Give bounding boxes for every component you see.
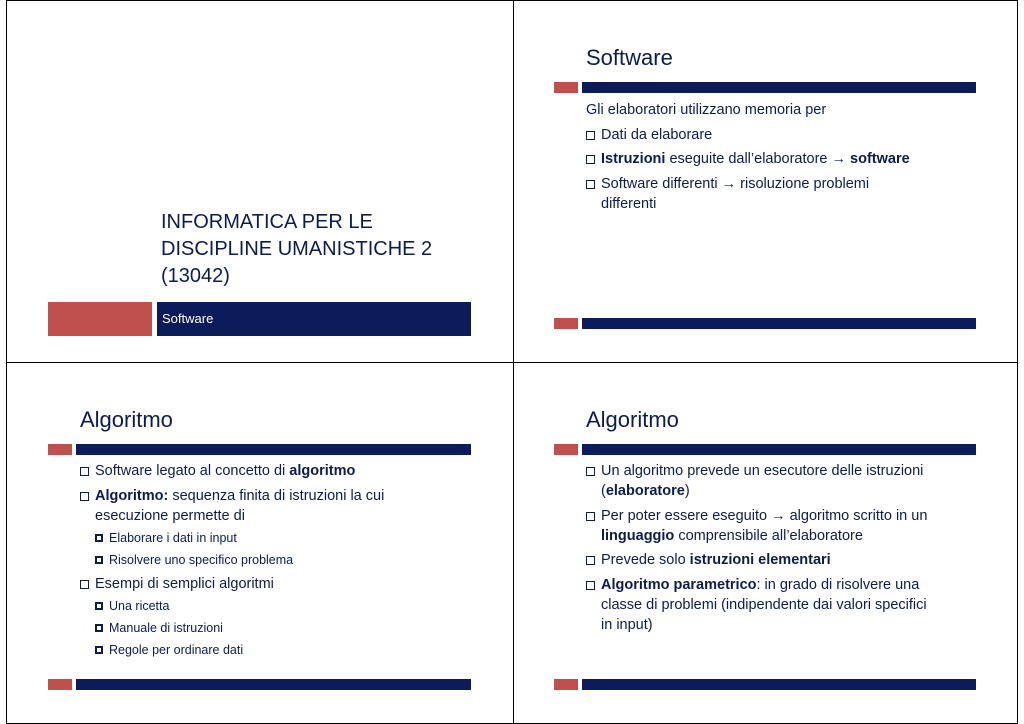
slide-cover (6, 0, 514, 363)
list-item (586, 461, 1006, 501)
slide-software (513, 0, 1018, 363)
bold-text: linguaggio (601, 527, 675, 544)
footer-navy-bar (76, 679, 471, 690)
sub-list (95, 530, 490, 569)
cover-title-line-2: DISCIPLINE UMANISTICHE 2 (161, 238, 433, 260)
list-item-text: esecuzione permette di (95, 507, 245, 524)
title-navy-bar (582, 82, 976, 93)
list-item (586, 174, 986, 214)
list-item-text: : in grado di risolvere una (756, 576, 920, 593)
title-red-bar (554, 444, 578, 455)
sub-list (95, 598, 490, 659)
list-item-text: Software legato al concetto di (95, 463, 290, 479)
title-navy-bar (76, 444, 471, 455)
list-item-text: comprensibile all’elaboratore (674, 527, 863, 544)
cover-title (161, 209, 461, 290)
cover-subtitle: Software (162, 311, 214, 326)
bold-text: software (850, 151, 910, 167)
list-item-text: differenti (601, 195, 657, 212)
sub-list-item: Risolvere uno specifico problema (95, 552, 490, 569)
list-item-text: eseguite dall’elaboratore → (665, 151, 851, 167)
list-item-text: Un algoritmo prevede un esecutore delle istruzioni (601, 463, 924, 479)
bold-text: Algoritmo: (95, 487, 169, 504)
sub-list-item: Regole per ordinare dati (95, 642, 490, 659)
footer-navy-bar (582, 318, 976, 329)
list-item-text: Dati da elaborare (601, 126, 713, 143)
title-red-bar (554, 82, 578, 93)
bold-text: algoritmo (289, 463, 356, 479)
footer-navy-bar (582, 679, 976, 690)
sub-list-item: Una ricetta (95, 598, 490, 615)
bullet-list (586, 100, 986, 218)
list-item-text: Prevede solo (601, 552, 690, 568)
bullet-list (80, 461, 490, 664)
list-item (586, 149, 986, 169)
slide-title: Algoritmo (80, 407, 173, 432)
list-item (80, 461, 490, 481)
slide-algoritmo-2 (513, 362, 1018, 724)
bullet-list (586, 461, 1006, 639)
footer-red-bar (48, 679, 72, 690)
list-item (586, 575, 1006, 635)
title-red-bar (48, 444, 72, 455)
slide-algoritmo-1 (6, 362, 514, 724)
list-item (586, 506, 1006, 546)
cover-title-line-1: INFORMATICA PER LE (161, 211, 373, 233)
cover-red-bar (48, 302, 152, 336)
footer-red-bar (554, 679, 578, 690)
list-item-text: in input) (601, 616, 653, 633)
list-item (586, 550, 1006, 570)
cover-title-line-3: (13042) (161, 265, 230, 287)
list-item-text: Gli elaboratori utilizzano memoria per (586, 102, 827, 118)
bold-text: elaboratore (605, 483, 685, 499)
title-navy-bar (582, 444, 976, 455)
sub-list-item: Manuale di istruzioni (95, 620, 490, 637)
list-item-text: Per poter essere eseguito → algoritmo scritto in un (601, 507, 928, 524)
list-item (586, 125, 986, 145)
list-item-text: sequenza finita di istruzioni la cui (168, 487, 385, 504)
list-item (80, 574, 490, 659)
list-item-text: ( (601, 483, 606, 499)
bold-text: Algoritmo parametrico (601, 576, 757, 593)
bold-text: Istruzioni (601, 151, 666, 167)
bold-text: istruzioni elementari (689, 552, 831, 568)
list-item-text: Software differenti → risoluzione problemi (601, 175, 870, 192)
footer-red-bar (554, 318, 578, 329)
list-item-text: classe di problemi (indipendente dai valori specifici (601, 596, 927, 613)
slide-title: Algoritmo (586, 407, 679, 432)
slide-title: Software (586, 45, 673, 70)
list-item-text: ) (684, 483, 690, 499)
list-item-text: Esempi di semplici algoritmi (95, 575, 274, 592)
sub-list-item: Elaborare i dati in input (95, 530, 490, 547)
list-item (586, 100, 986, 120)
list-item (80, 486, 490, 569)
